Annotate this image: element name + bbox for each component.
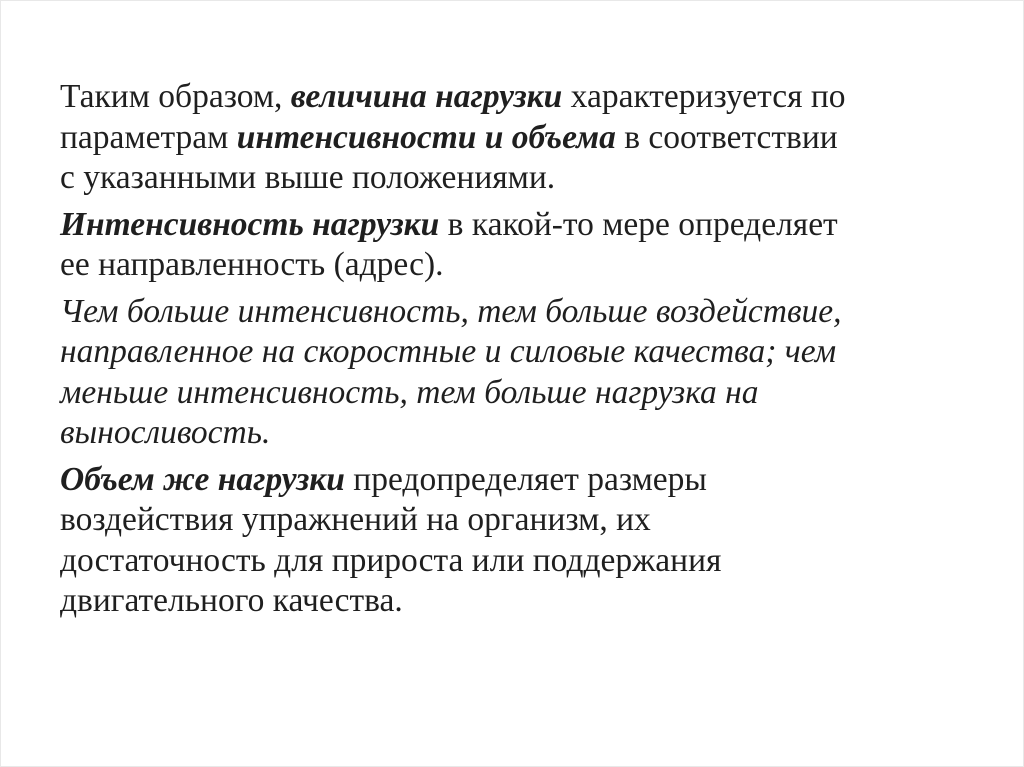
paragraph-intensity-effect — [60, 292, 980, 454]
text-line: Объем же нагрузки предопределяет размеры — [60, 460, 707, 498]
paragraph-load-magnitude — [60, 77, 980, 199]
text-line: воздействия упражнений на организм, их — [60, 501, 651, 538]
paragraph-volume — [60, 460, 980, 622]
slide-text — [60, 77, 980, 622]
text-line: Интенсивность нагрузки в какой-то мере определяет — [60, 205, 838, 243]
text-line: параметрам интенсивности и объема в соответствии — [60, 118, 838, 156]
paragraph-intensity — [60, 205, 980, 286]
emphasis-term: Интенсивность нагрузки — [60, 205, 440, 243]
text-line: Чем больше интенсивность, тем больше воздействие, — [60, 292, 842, 330]
emphasis-term: интенсивности и объема — [236, 118, 616, 156]
text-line: достаточность для прироста или поддержания — [60, 541, 722, 579]
text-line: двигательного качества. — [60, 582, 403, 619]
text-line: меньше интенсивность, тем больше нагрузка на — [60, 373, 759, 411]
emphasis-term: величина нагрузки — [290, 78, 563, 115]
text-line: направленное на скоростные и силовые качества; чем — [60, 333, 837, 370]
text-line: с указанными выше положениями. — [60, 159, 556, 196]
text-line: Таким образом, величина нагрузки характеризуется по — [60, 78, 846, 115]
emphasis-term: Объем же нагрузки — [60, 460, 345, 498]
text-line: ее направленность (адрес). — [60, 246, 444, 283]
text-line: выносливость. — [60, 414, 271, 451]
